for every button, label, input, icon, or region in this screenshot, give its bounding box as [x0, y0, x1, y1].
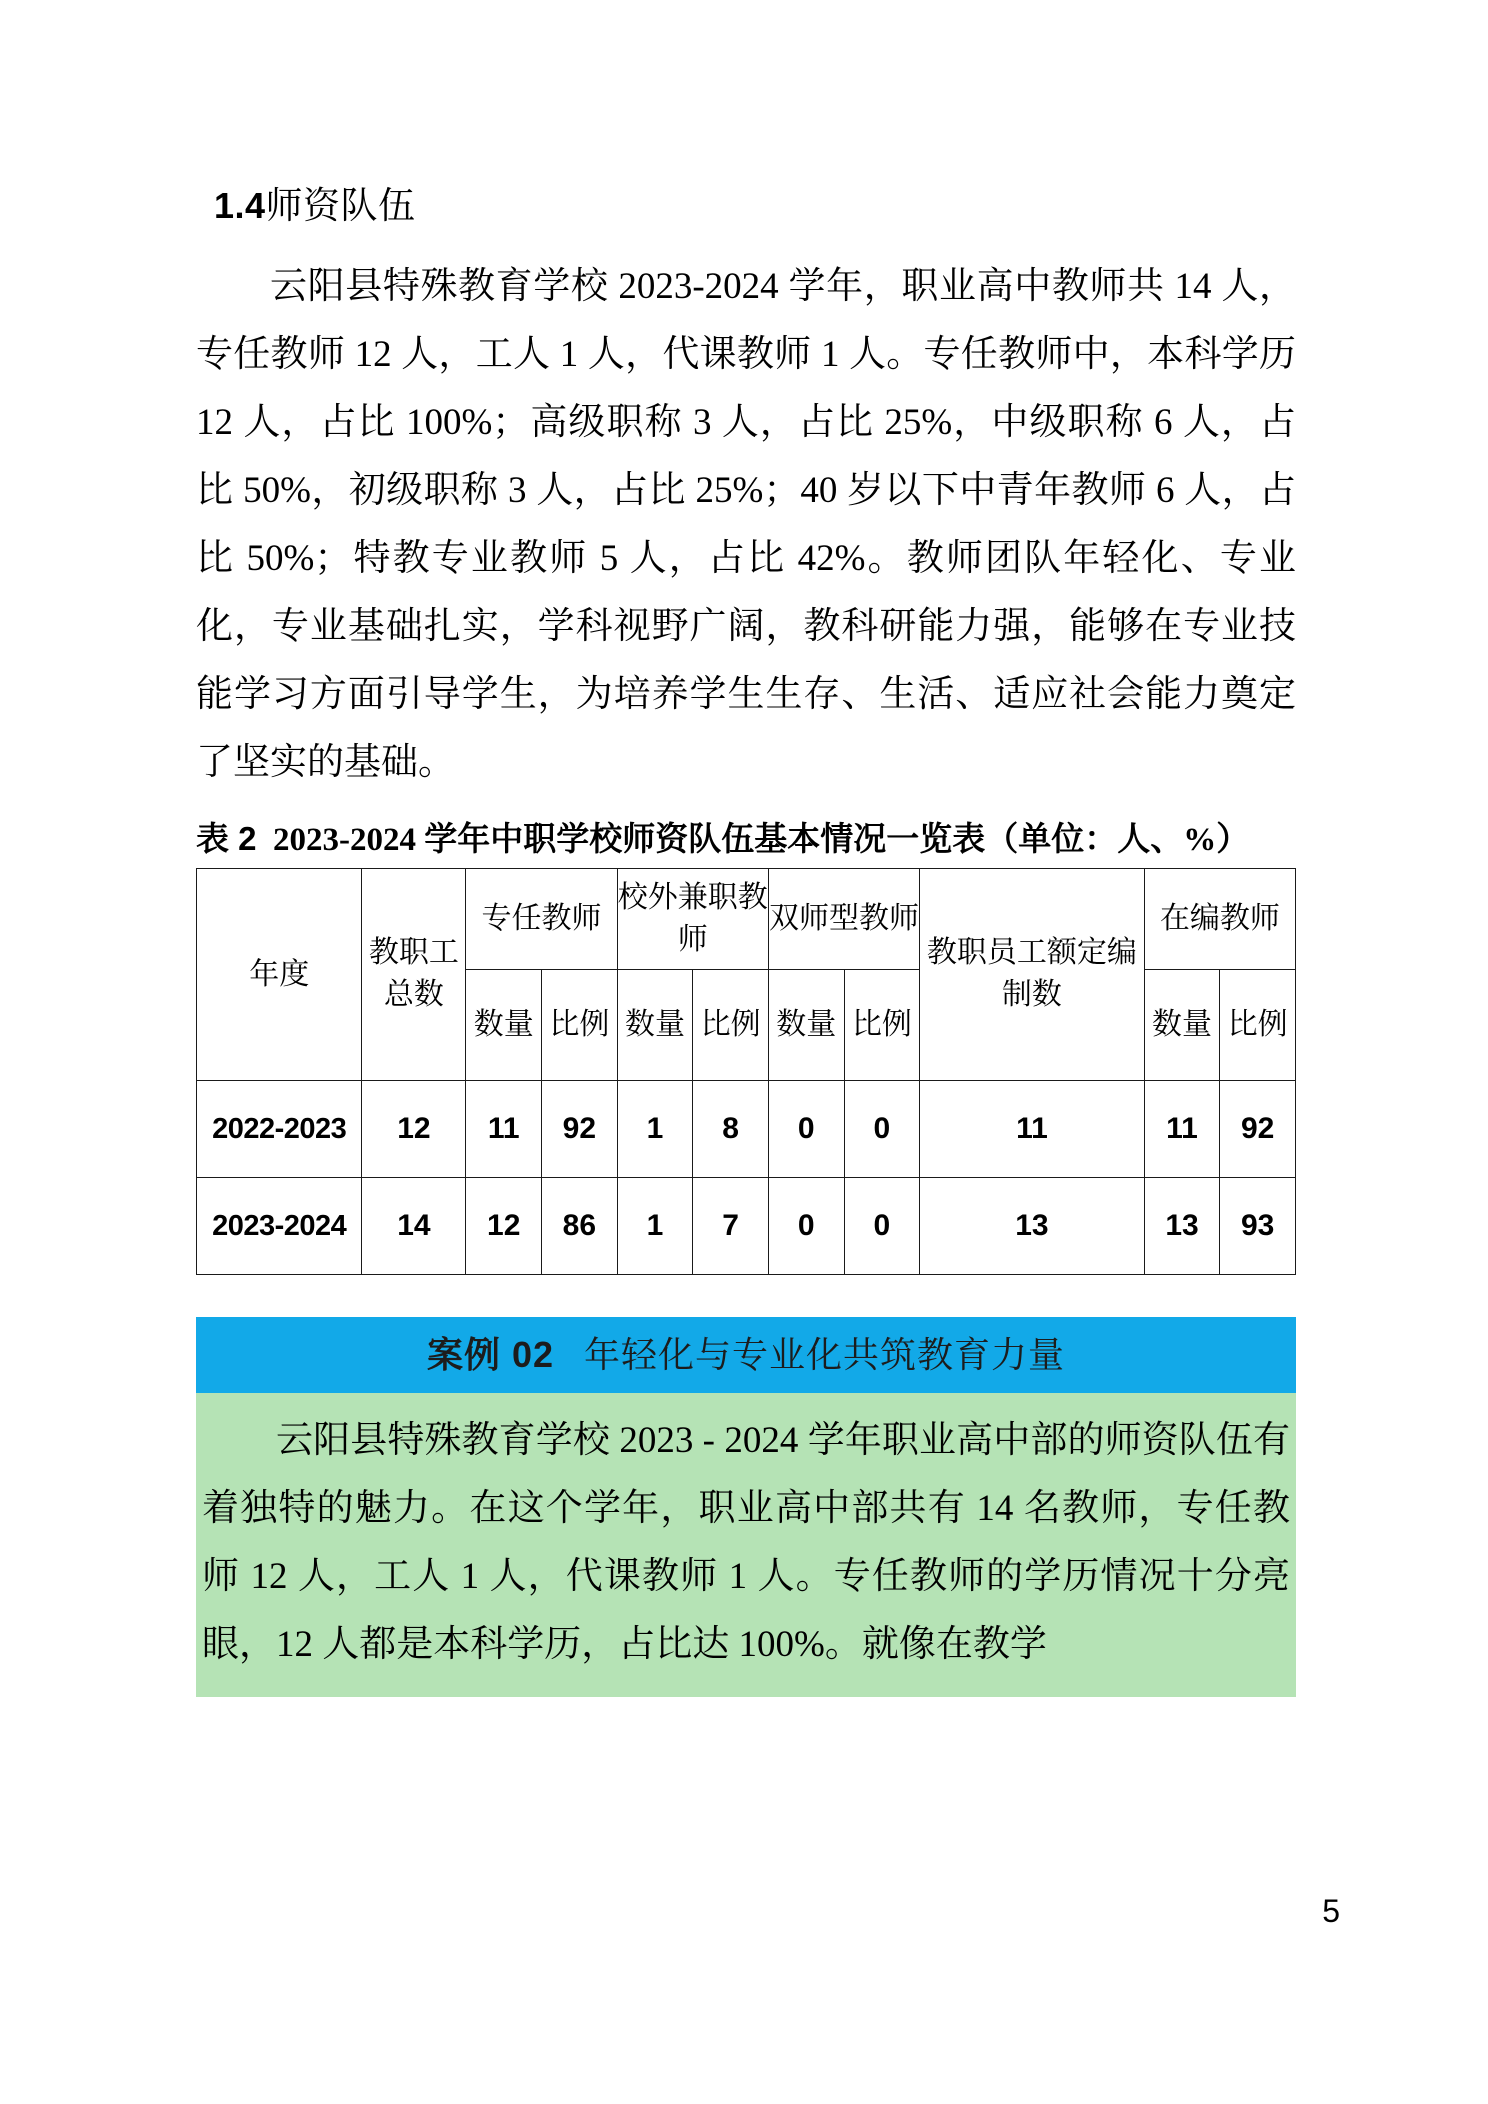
case-banner-label: 案例 02	[426, 1334, 555, 1375]
cell-total-staff: 12	[362, 1081, 466, 1178]
cell-dual-count: 0	[768, 1178, 844, 1275]
header-on-staff-count: 数量	[1144, 970, 1220, 1081]
header-full-time-ratio: 比例	[542, 970, 618, 1081]
header-dual-qualified-teacher: 双师型教师	[768, 869, 919, 970]
case-banner	[196, 1317, 1296, 1393]
cell-on-staff-count: 13	[1144, 1178, 1220, 1275]
section-number: 1.4	[214, 185, 266, 226]
header-external-count: 数量	[617, 970, 693, 1081]
cell-year: 2023-2024	[197, 1178, 362, 1275]
cell-dual-ratio: 0	[844, 1178, 920, 1275]
cell-quota: 13	[920, 1178, 1145, 1275]
cell-full-time-count: 12	[466, 1178, 542, 1275]
header-dual-ratio: 比例	[844, 970, 920, 1081]
cell-dual-ratio: 0	[844, 1081, 920, 1178]
cell-on-staff-ratio: 92	[1220, 1081, 1296, 1178]
teacher-statistics-table	[196, 868, 1296, 1275]
cell-external-count: 1	[617, 1081, 693, 1178]
header-external-part-time-teacher: 校外兼职教师	[617, 869, 768, 970]
body-paragraph: 云阳县特殊教育学校 2023-2024 学年，职业高中教师共 14 人，专任教师 12 人，工人 1 人，代课教师 1 人。专任教师中，本科学历 12 人，占比 100%；高级职称 3 人，占比 25%，中级职称 6 人，占比 50%，初级职称 3 人，占比 25%；40 岁以下中青年教师 6 人，占比 50%；特教专业教师 5 人，占比 42%。教师团队年轻化、专业化，专业基础扎实，学科视野广阔，教科研能力强，能够在专业技能学习方面引导学生，为培养学生生存、生活、适应社会能力奠定了坚实的基础。	[196, 266, 1296, 783]
section-title: 师资队伍	[265, 186, 416, 227]
cell-full-time-count: 11	[466, 1081, 542, 1178]
section-heading	[214, 185, 1296, 227]
header-external-ratio: 比例	[693, 970, 769, 1081]
case-body-text: 云阳县特殊教育学校 2023 - 2024 学年职业高中部的师资队伍有着独特的魅力。在这个学年，职业高中部共有 14 名教师，专任教师 12 人，工人 1 人，代课教师 1 人。专任教师的学历情况十分亮眼，12 人都是本科学历，占比达 100%。就像在教学	[202, 1420, 1290, 1665]
cell-external-ratio: 7	[693, 1178, 769, 1275]
header-on-staff-teacher: 在编教师	[1144, 869, 1295, 970]
cell-on-staff-count: 11	[1144, 1081, 1220, 1178]
table-caption-text: 2023-2024 学年中职学校师资队伍基本情况一览表（单位：人、%）	[273, 822, 1250, 858]
table-header-row-1	[197, 869, 1296, 970]
header-staff-quota: 教职员工额定编制数	[920, 869, 1145, 1081]
page-number: 5	[1322, 1893, 1340, 1929]
header-full-time-count: 数量	[466, 970, 542, 1081]
header-dual-count: 数量	[768, 970, 844, 1081]
cell-quota: 11	[920, 1081, 1145, 1178]
cell-external-count: 1	[617, 1178, 693, 1275]
case-body	[196, 1393, 1296, 1697]
header-on-staff-ratio: 比例	[1220, 970, 1296, 1081]
header-full-time-teacher: 专任教师	[466, 869, 617, 970]
table-caption-label: 表 2	[196, 820, 257, 857]
header-year: 年度	[197, 869, 362, 1081]
table-caption	[196, 813, 1296, 860]
table-row	[197, 1081, 1296, 1178]
header-total-staff: 教职工总数	[362, 869, 466, 1081]
page-content	[196, 185, 1296, 1697]
cell-dual-count: 0	[768, 1081, 844, 1178]
cell-full-time-ratio: 92	[542, 1081, 618, 1178]
cell-on-staff-ratio: 93	[1220, 1178, 1296, 1275]
cell-full-time-ratio: 86	[542, 1178, 618, 1275]
cell-external-ratio: 8	[693, 1081, 769, 1178]
case-banner-title: 年轻化与专业化共筑教育力量	[584, 1335, 1066, 1375]
table-row	[197, 1178, 1296, 1275]
cell-year: 2022-2023	[197, 1081, 362, 1178]
cell-total-staff: 14	[362, 1178, 466, 1275]
